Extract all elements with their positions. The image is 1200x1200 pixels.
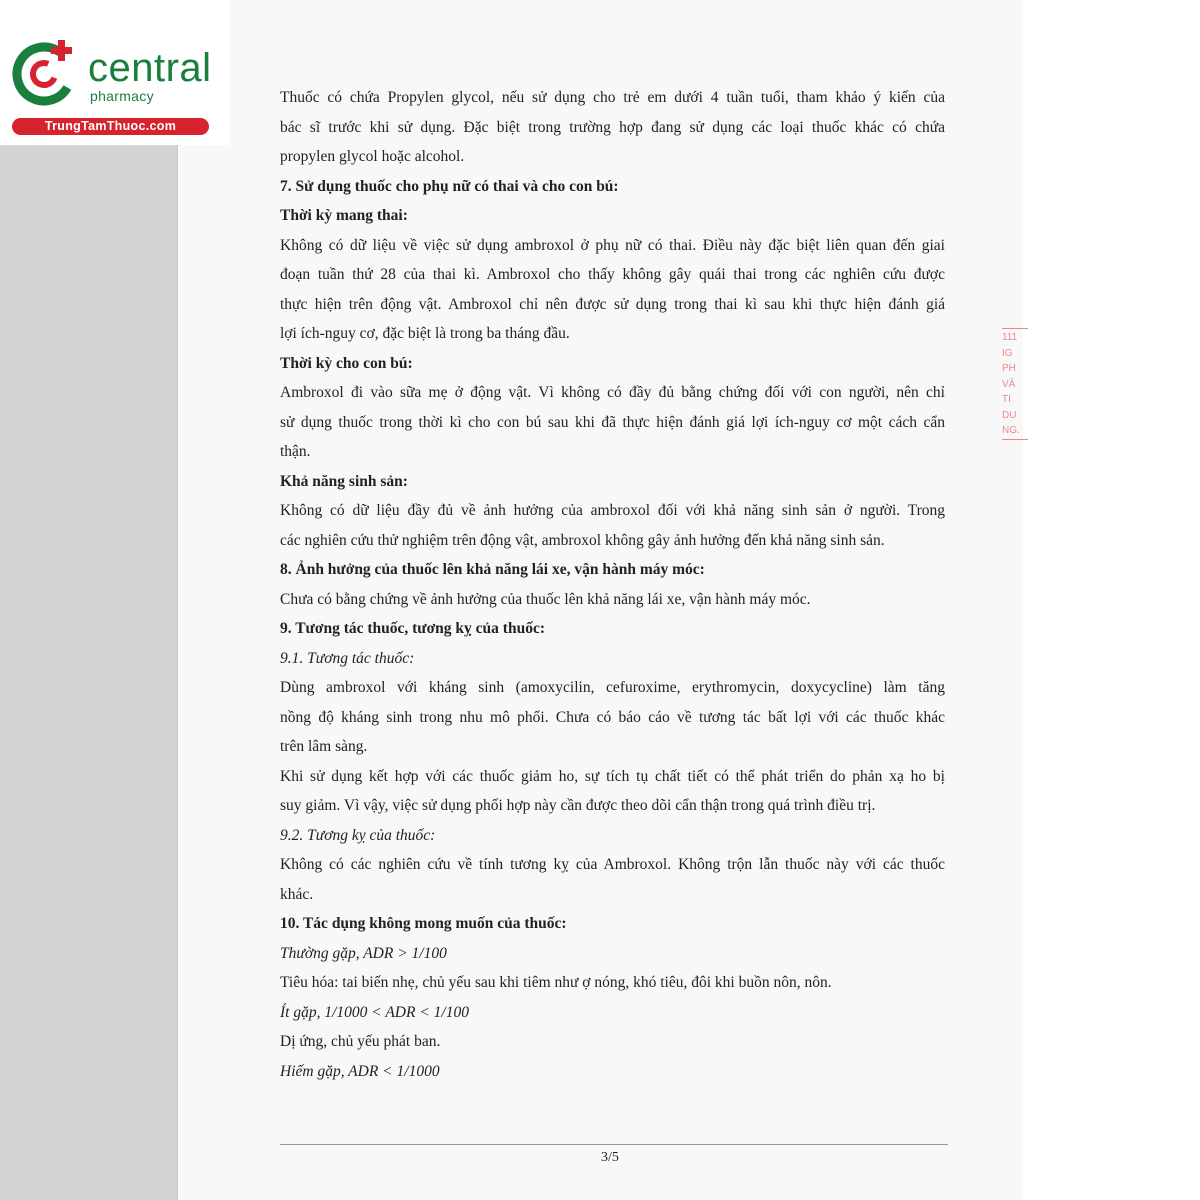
body-line: Ambroxol đi vào sữa mẹ ở động vật. Vì không có đầy đủ bằng chứng đối với con người, nên chỉ	[280, 384, 945, 401]
stamp-text: TI	[1002, 394, 1011, 405]
page-number: 3/5	[601, 1150, 619, 1165]
subsection-heading: Thời kỳ mang thai:	[280, 207, 408, 224]
central-pharmacy-logo-icon	[10, 38, 80, 108]
right-margin	[1023, 0, 1200, 1200]
footer-divider	[280, 1144, 948, 1145]
section-heading: 7. Sử dụng thuốc cho phụ nữ có thai và cho con bú:	[280, 177, 619, 195]
body-line: trên lâm sàng.	[280, 738, 368, 755]
frequency-heading: Ít gặp, 1/1000 < ADR < 1/100	[280, 1003, 469, 1021]
body-line: Khi sử dụng kết hợp với các thuốc giảm ho, sự tích tụ chất tiết có thể phát triển do phản xạ ho bị	[280, 767, 945, 785]
frequency-heading: Hiếm gặp, ADR < 1/1000	[280, 1062, 440, 1080]
body-line: Chưa có bằng chứng về ảnh hưởng của thuốc lên khả năng lái xe, vận hành máy móc.	[280, 590, 811, 608]
stamp-text: 111	[1002, 332, 1018, 343]
subsection-heading: Thời kỳ cho con bú:	[280, 354, 413, 372]
subsection-heading: Khả năng sinh sản:	[280, 472, 408, 490]
body-line: sử dụng thuốc trong thời kì cho con bú sau khi đã thực hiện đánh giá lợi ích-nguy cơ một cách cẩn	[280, 413, 945, 431]
red-stamp-fragment	[1002, 328, 1028, 441]
stamp-text: IG	[1002, 347, 1013, 359]
body-line: các nghiên cứu thử nghiệm trên động vật, ambroxol không gây ảnh hưởng đến khả năng sinh sản.	[280, 531, 885, 549]
body-line: thận.	[280, 443, 311, 460]
stamp-text: NG.	[1002, 425, 1020, 436]
body-line: Thuốc có chứa Propylen glycol, nếu sử dụng cho trẻ em dưới 4 tuần tuổi, tham khảo ý kiến của	[280, 89, 945, 106]
body-line: Không có dữ liệu về việc sử dụng ambroxol ở phụ nữ có thai. Điều này đặc biệt liên quan đến giai	[280, 236, 945, 254]
stamp-text: VĂ	[1002, 378, 1016, 390]
body-line: khác.	[280, 885, 314, 903]
stamp-text: PH	[1002, 363, 1016, 374]
document-body	[280, 83, 945, 1086]
frequency-heading: Thường gặp, ADR > 1/100	[280, 944, 447, 962]
body-line: Không có các nghiên cứu về tính tương kỵ của Ambroxol. Không trộn lẫn thuốc này với các thuốc	[280, 856, 945, 873]
body-line: đoạn tuần thứ 28 của thai kì. Ambroxol cho thấy không gây quái thai trong các nghiên cứu được	[280, 266, 945, 283]
section-heading: 8. Ảnh hưởng của thuốc lên khả năng lái xe, vận hành máy móc:	[280, 561, 705, 578]
logo	[0, 0, 230, 145]
body-line: lợi ích-nguy cơ, đặc biệt là trong ba tháng đầu.	[280, 325, 570, 342]
stamp-text: DU	[1002, 409, 1017, 421]
body-line: Dị ứng, chủ yếu phát ban.	[280, 1033, 441, 1050]
subsection-heading: 9.1. Tương tác thuốc:	[280, 649, 415, 667]
logo-brand-text: central	[88, 46, 212, 90]
logo-website-band: TrungTamThuoc.com	[12, 118, 209, 135]
section-heading: 9. Tương tác thuốc, tương kỵ của thuốc:	[280, 620, 545, 637]
body-line: Dùng ambroxol với kháng sinh (amoxycilin, cefuroxime, erythromycin, doxycycline) làm tăng	[280, 679, 945, 696]
subsection-heading: 9.2. Tương kỵ của thuốc:	[280, 826, 436, 844]
body-line: nồng độ kháng sinh trong nhu mô phổi. Chưa có báo cáo về tương tác bất lợi với các thuốc khác	[280, 708, 945, 726]
body-line: bác sĩ trước khi sử dụng. Đặc biệt trong trường hợp đang sử dụng các loại thuốc khác có chứa	[280, 118, 945, 136]
logo-sub-text: pharmacy	[90, 88, 154, 104]
body-line: Không có dữ liệu đầy đủ về ảnh hưởng của ambroxol đối với khả năng sinh sản ở người. Trong	[280, 502, 945, 519]
body-line: propylen glycol hoặc alcohol.	[280, 148, 465, 165]
section-heading: 10. Tác dụng không mong muốn của thuốc:	[280, 915, 567, 932]
body-line: thực hiện trên động vật. Ambroxol chỉ nên được sử dụng trong thai kì sau khi thực hiện đánh giá	[280, 295, 945, 313]
body-line: suy giảm. Vì vậy, việc sử dụng phối hợp này cần được theo dõi cẩn thận trong quá trình điều trị.	[280, 797, 876, 814]
body-line: Tiêu hóa: tai biến nhẹ, chủ yếu sau khi tiêm như ợ nóng, khó tiêu, đôi khi buồn nôn, nôn.	[280, 974, 832, 991]
